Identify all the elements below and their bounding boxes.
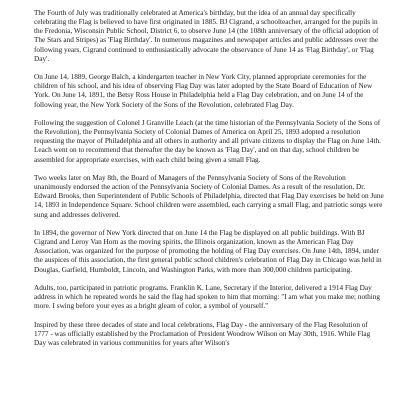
paragraph-adults-participated: Adults, too, participated in patriotic programs. Franklin K. Lane, Secretary if the Interior, delivered a 1914 Flag Day address in which he repeated words he said the flag had spoken to him that morning: "I am what you make me; nothing more. I swing before your eyes as a bright gleam of color, a symbol of yourself."	[34, 283, 381, 311]
paragraph-george-balch: On June 14, 1889, George Balch, a kindergarten teacher in New York City, planned appropriate ceremonies for the children of his school, and his idea of observing Flag Day was later adopted by the State Board of Education of New York. On June 14, 1891, the Betsy Ross House in Philadelphia held a Flag Day celebration, and on June 14 of the following year, the New York Society of the Sons of the Revolution, celebrated Flag Day.	[34, 73, 373, 109]
paragraph-colonel-leach: Following the suggestion of Colonel J Granville Leach (at the time historian of the Pennsylvania Society of the Sons of the Revolution), the Pennsylvania Society of Colonial Dames of America on April 25, 1893 adopted a resolution requesting the mayor of Philadelphia and all others in authority and all private citizens to display the Flag on June 14th. Leach went on to recommend that thereafter the day be known as 'Flag Day', and on that day, school children be assembled for appropriate exercises, with each child being given a small Flag.	[34, 118, 381, 164]
paragraph-official-establishment: Inspired by these three decades of state and local celebrations, Flag Day - the anniversary of the Flag Resolution of 1777 - was officially established by the Proclamation of President Woodrow Wilson on May 30th, 1916. While Flag Day was celebrated in various communities for years after Wilson's	[34, 320, 371, 347]
paragraph-new-york-1894: In 1894, the governor of New York directed that on June 14 the Flag be displayed on all public buildings. With BJ Cigrand and Leroy Van Horn as the moving spirits, the Illinois organization, known as the American Flag Day Association, was organized for the purpose of promoting the holding of Flag Day exercises. On June 14th, 1894, under the auspices of this association, the first general public school children's celebration of Flag Day in Chicago was held in Douglas, Garfield, Humboldt, Lincoln, and Washington Parks, with more than 300,000 children participating.	[34, 228, 382, 274]
document-body	[34, 9, 384, 348]
paragraph-fourth-of-july: The Fourth of July was traditionally celebrated at America's birthday, but the idea of an annual day specifically celebrating the Flag is believed to have first originated in 1885. BJ Cigrand, a schoolteacher, arranged for the pupils in the Fredonia, Wisconsin Public School, District 6, to observe June 14 (the 108th anniversary of the official adoption of The Stars and Stripes) as 'Flag Birthday'. In numerous magazines and newspaper articles and public addresses over the following years, Cigrand continued to enthusiastically advocate the observance of June 14 as 'Flag Birthday', or 'Flag Day'.	[34, 9, 379, 63]
paragraph-board-of-managers: Two weeks later on May 8th, the Board of Managers of the Pennsylvania Society of Sons of the Revolution unanimously endorsed the action of the Pennsylvania Society of Colonial Dames. As a result of the resolution, Dr. Edward Brooks, then Superintendent of Public Schools of Philadelphia, directed that Flag Day exercises be held on June 14, 1893 in Independence Square. School children were assembled, each carrying a small Flag, and patriotic songs were sung and addresses delivered.	[34, 173, 384, 219]
